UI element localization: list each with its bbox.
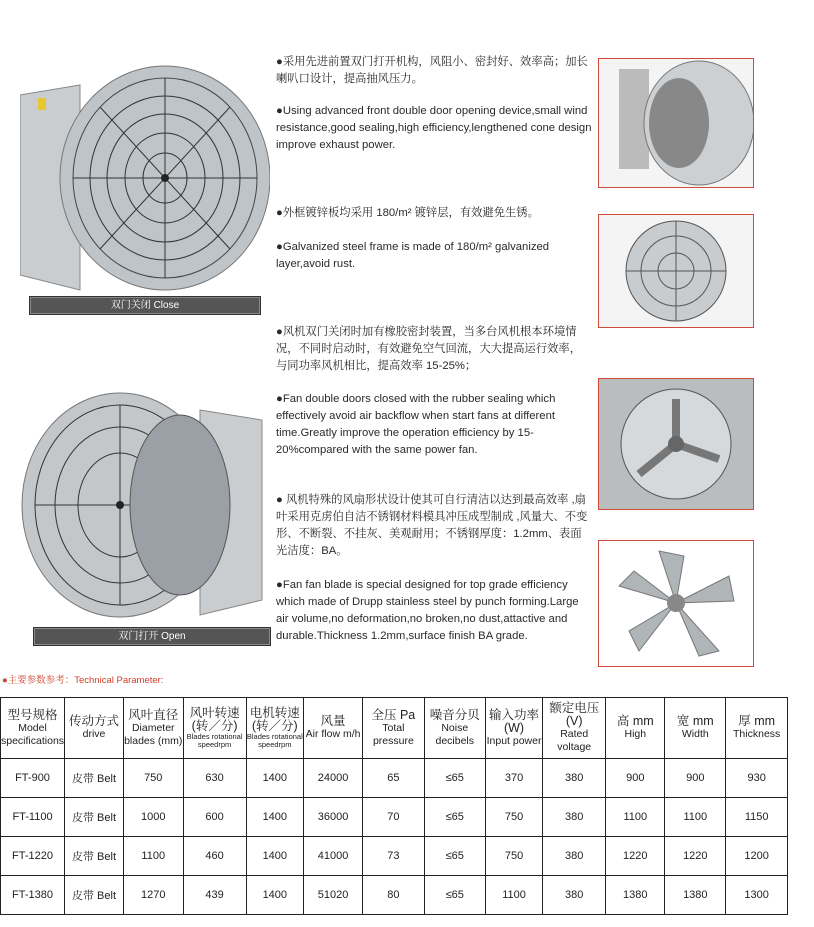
table-cell: FT-900 bbox=[1, 759, 65, 798]
table-cell: 1200 bbox=[726, 837, 788, 876]
header-cn: 传动方式 bbox=[69, 714, 120, 728]
header-cn: 风叶直径 bbox=[128, 707, 179, 722]
header-en: High bbox=[624, 728, 647, 740]
table-cell: 皮带 Belt bbox=[65, 759, 124, 798]
table-cell: 439 bbox=[183, 876, 246, 915]
table-cell: 1000 bbox=[123, 798, 183, 837]
table-cell: ≤65 bbox=[424, 876, 485, 915]
photo-cone-fan bbox=[598, 58, 754, 188]
header-en: Noise decibels bbox=[435, 721, 475, 747]
table-cell: 1400 bbox=[246, 759, 303, 798]
table-row bbox=[1, 759, 788, 798]
header-cn: 风量 bbox=[320, 714, 346, 728]
header-en: Width bbox=[681, 728, 709, 740]
column-header bbox=[183, 698, 246, 759]
header-en: Total pressure bbox=[372, 721, 414, 747]
table-cell: 460 bbox=[183, 837, 246, 876]
table-cell: 36000 bbox=[303, 798, 362, 837]
column-header bbox=[123, 698, 183, 759]
table-cell: 750 bbox=[485, 798, 542, 837]
table-cell: FT-1100 bbox=[1, 798, 65, 837]
table-cell: 750 bbox=[485, 837, 542, 876]
table-cell: 380 bbox=[543, 759, 606, 798]
table-cell: 1270 bbox=[123, 876, 183, 915]
header-cn: 电机转速 (转／分) bbox=[249, 706, 300, 733]
column-header bbox=[726, 698, 788, 759]
table-cell: 皮带 Belt bbox=[65, 798, 124, 837]
column-header bbox=[303, 698, 362, 759]
table-cell: 1400 bbox=[246, 837, 303, 876]
column-header bbox=[424, 698, 485, 759]
table-cell: 皮带 Belt bbox=[65, 837, 124, 876]
column-header bbox=[246, 698, 303, 759]
column-header bbox=[485, 698, 542, 759]
header-cn: 噪音分贝 bbox=[429, 707, 480, 722]
table-cell: ≤65 bbox=[424, 798, 485, 837]
table-cell: 380 bbox=[543, 798, 606, 837]
table-cell: 1100 bbox=[665, 798, 726, 837]
table-cell: 370 bbox=[485, 759, 542, 798]
table-cell: ≤65 bbox=[424, 759, 485, 798]
table-cell: 750 bbox=[123, 759, 183, 798]
technical-parameter-table bbox=[0, 697, 788, 915]
table-cell: 1100 bbox=[123, 837, 183, 876]
fan-open-image bbox=[20, 385, 270, 630]
table-cell: 1380 bbox=[606, 876, 665, 915]
table-cell: 73 bbox=[363, 837, 424, 876]
column-header bbox=[543, 698, 606, 759]
table-cell: FT-1220 bbox=[1, 837, 65, 876]
fan-closed-image bbox=[20, 60, 270, 300]
table-cell: 65 bbox=[363, 759, 424, 798]
table-cell: 1150 bbox=[726, 798, 788, 837]
header-en: drive bbox=[82, 728, 106, 740]
header-cn: 风叶转速 (转／分) bbox=[189, 706, 240, 733]
table-cell: 930 bbox=[726, 759, 788, 798]
header-cn: 宽 mm bbox=[676, 714, 714, 728]
header-en: Thickness bbox=[733, 728, 781, 740]
table-cell: 80 bbox=[363, 876, 424, 915]
header-en: Model specifications bbox=[1, 721, 65, 747]
table-cell: 41000 bbox=[303, 837, 362, 876]
table-cell: 1400 bbox=[246, 876, 303, 915]
header-cn: 额定电压 (V) bbox=[549, 701, 600, 728]
table-cell: ≤65 bbox=[424, 837, 485, 876]
table-cell: 600 bbox=[183, 798, 246, 837]
caption-close: 双门关闭 Close bbox=[30, 297, 260, 314]
table-row bbox=[1, 876, 788, 915]
feature-2-cn: ●外框镀锌板均采用 180/m² 镀锌层，有效避免生锈。 bbox=[276, 207, 539, 219]
caption-open: 双门打开 Open bbox=[34, 628, 270, 645]
table-cell: 1380 bbox=[665, 876, 726, 915]
feature-1-cn: ●采用先进前置双门打开机构，风阻小、密封好、效率高；加长喇叭口设计，提高抽风压力。 bbox=[276, 56, 588, 85]
header-en: Rated voltage bbox=[557, 728, 592, 753]
table-cell: 630 bbox=[183, 759, 246, 798]
header-en: Blades rotational speedrpm bbox=[246, 732, 303, 749]
table-cell: 51020 bbox=[303, 876, 362, 915]
photo-blade bbox=[598, 540, 754, 667]
table-cell: 380 bbox=[543, 876, 606, 915]
header-cn: 厚 mm bbox=[738, 714, 776, 728]
table-cell: 皮带 Belt bbox=[65, 876, 124, 915]
header-en: Air flow m/h bbox=[305, 728, 361, 740]
header-en: Input power bbox=[486, 734, 542, 747]
feature-3-en: ●Fan double doors closed with the rubber sealing which effectively avoid air backflow when start fans at different time.Greatly improve the operation efficiency by 15-20%compared with the same power fan. bbox=[276, 393, 556, 456]
table-row bbox=[1, 798, 788, 837]
table-cell: 1400 bbox=[246, 798, 303, 837]
photo-grille bbox=[598, 214, 754, 328]
table-cell: 1220 bbox=[606, 837, 665, 876]
table-cell: 1100 bbox=[606, 798, 665, 837]
table-cell: FT-1380 bbox=[1, 876, 65, 915]
column-header bbox=[1, 698, 65, 759]
table-cell: 1300 bbox=[726, 876, 788, 915]
feature-2-en: ●Galvanized steel frame is made of 180/m² galvanized layer,avoid rust. bbox=[276, 241, 550, 270]
table-cell: 70 bbox=[363, 798, 424, 837]
feature-3-cn: ●风机双门关闭时加有橡胶密封装置，当多台风机根本环境情况，不同时启动时，有效避免空气回流，大大提高运行效率，与同功率风机相比，提高效率 15-25%； bbox=[276, 326, 582, 372]
technical-parameter-title: ●主要参数参考：Technical Parameter: bbox=[2, 675, 164, 686]
feature-4-cn: ● 风机特殊的风扇形状设计使其可自行清洁以达到最高效率 ,扇叶采用克虏伯自洁不锈钢材料模具冲压成型制成 ,风量大、不变形、不断裂、不挂灰、美观耐用；不锈钢厚度：1.2mm、表面光洁度：BA。 bbox=[276, 494, 588, 557]
table-cell: 24000 bbox=[303, 759, 362, 798]
table-cell: 1220 bbox=[665, 837, 726, 876]
column-header bbox=[363, 698, 424, 759]
feature-1-en: ●Using advanced front double door opening device,small wind resistance,good sealing,high efficiency,lengthened cone design improve exhaust power. bbox=[276, 105, 592, 151]
header-cn: 输入功率 (W) bbox=[489, 707, 540, 735]
table-cell: 900 bbox=[665, 759, 726, 798]
header-en: Diameter blades (mm) bbox=[124, 721, 183, 747]
table-cell: 900 bbox=[606, 759, 665, 798]
header-cn: 高 mm bbox=[616, 714, 654, 728]
column-header bbox=[665, 698, 726, 759]
column-header bbox=[606, 698, 665, 759]
photo-fan-blades-guard bbox=[598, 378, 754, 510]
header-cn: 型号规格 bbox=[7, 707, 58, 722]
table-row bbox=[1, 837, 788, 876]
table-cell: 1100 bbox=[485, 876, 542, 915]
header-en: Blades rotational speedrpm bbox=[186, 732, 243, 749]
column-header bbox=[65, 698, 124, 759]
feature-4-en: ●Fan fan blade is special designed for top grade efficiency which made of Drupp stainless steel by punch forming.Large air volume,no deformation,no broken,no dust,attactive and durable.Thickness 1.2mm,surface finish BA grade. bbox=[276, 579, 579, 642]
table-cell: 380 bbox=[543, 837, 606, 876]
header-cn: 全压 Pa bbox=[371, 707, 416, 722]
